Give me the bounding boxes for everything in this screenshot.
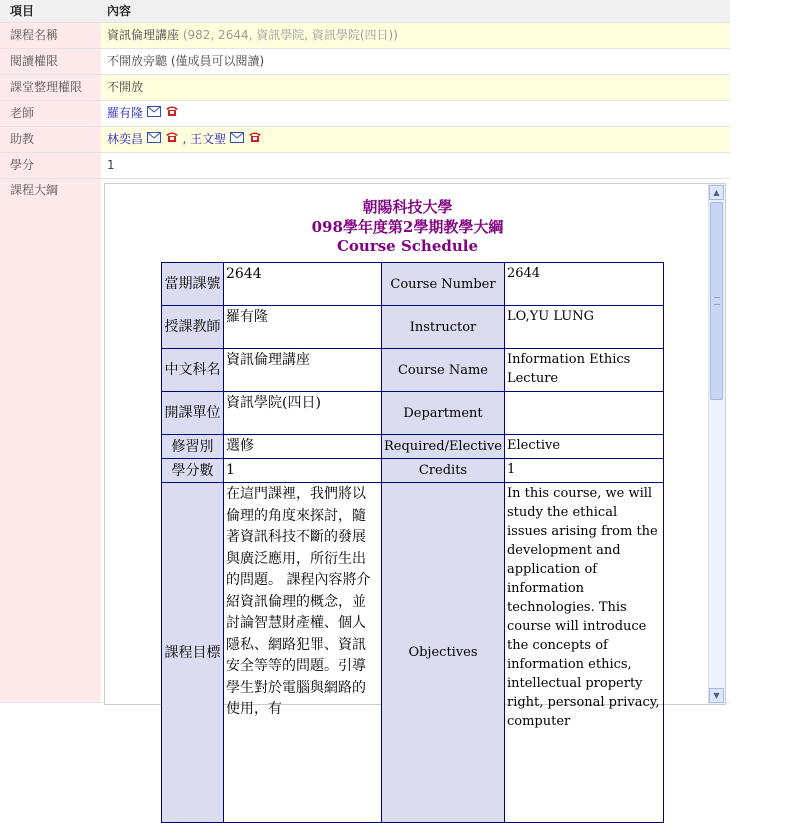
course-name-value: [101, 23, 730, 48]
grip-icon: [714, 297, 720, 305]
objectives-zh-label: 課程目標: [162, 483, 224, 823]
organize-permission-label: 課堂整理權限: [0, 75, 101, 100]
teacher-value: [101, 101, 730, 126]
scroll-thumb[interactable]: [710, 202, 723, 400]
dept-en-value: [504, 392, 663, 435]
mail-icon[interactable]: [147, 101, 161, 126]
course-name-label: 課程名稱: [0, 23, 101, 48]
school-title: 朝陽科技大學: [362, 198, 453, 216]
objectives-en-value: In this course, we will study the ethical issues arising from the development and application of information technologies. This course will introduce the concepts of information ethics, intellectual property right, personal privacy, computer: [504, 483, 663, 823]
dept-zh-label: 開課單位: [162, 392, 224, 435]
read-permission-label: 閱讀權限: [0, 49, 101, 74]
credits-table-value: 1: [224, 459, 382, 483]
credits-row: [0, 153, 730, 179]
course-title-zh-label: 中文科名: [162, 349, 224, 392]
teacher-link[interactable]: 羅有隆: [107, 106, 144, 120]
course-no-en-label: Course Number: [382, 263, 505, 306]
course-no-en-value: 2644: [504, 263, 663, 306]
syllabus-frame[interactable]: [104, 183, 726, 729]
mail-icon[interactable]: [230, 127, 244, 152]
objectives-value: 在這門課裡，我們將以倫理的角度來探討，隨著資訊科技不斷的發展與廣泛應用，所衍生出的問題。 課程內容將介紹資訊倫理的概念，並討論智慧財產權、個人隱私、網路犯罪、資訊安全等等的問題。引導學生對於電腦與網路的使用，有: [224, 483, 382, 823]
course-no-value: 2644: [224, 263, 382, 306]
course-title-en-value: Information Ethics Lecture: [504, 349, 663, 392]
course-schedule-table: [161, 262, 664, 823]
ta-value: [101, 127, 730, 152]
phone-icon[interactable]: [248, 127, 262, 152]
syllabus-label: 課程大綱: [0, 179, 101, 702]
info-table-header: [0, 0, 730, 23]
vertical-scrollbar[interactable]: [708, 184, 725, 704]
course-name-meta: (982, 2644, 資訊學院, 資訊學院(四日)): [182, 28, 398, 42]
credits-en-value: 1: [504, 459, 663, 483]
credits-zh-label: 學分數: [162, 459, 224, 483]
ta-separator: ,: [182, 132, 187, 146]
teacher-row: [0, 101, 730, 127]
table-row: [162, 263, 664, 306]
objectives-en-label: Objectives: [382, 483, 505, 823]
phone-icon[interactable]: [165, 101, 179, 126]
mail-icon[interactable]: [147, 127, 161, 152]
ta-row: [0, 127, 730, 153]
ta-link-2[interactable]: 王文聖: [190, 132, 227, 146]
schedule-subtitle: Course Schedule: [336, 237, 478, 255]
dept-en-label: Department: [382, 392, 505, 435]
scroll-down-arrow-icon[interactable]: ▼: [709, 688, 724, 703]
req-zh-label: 修習別: [162, 435, 224, 459]
table-row: [162, 483, 664, 823]
course-no-zh-label: 當期課號: [162, 263, 224, 306]
instructor-value: 羅有隆: [224, 306, 382, 349]
teacher-label: 老師: [0, 101, 101, 126]
ta-link-1[interactable]: 林奕昌: [107, 132, 144, 146]
header-content: 內容: [101, 0, 730, 22]
term-title: 098學年度第2學期教學大綱: [311, 218, 504, 236]
dept-value: 資訊學院(四日): [224, 392, 382, 435]
header-item: 項目: [0, 0, 101, 22]
req-en-label: Required/Elective: [382, 435, 505, 459]
table-row: [162, 306, 664, 349]
instructor-en-value: LO,YU LUNG: [504, 306, 663, 349]
table-row: [162, 392, 664, 435]
table-row: [162, 349, 664, 392]
credits-value: 1: [107, 158, 115, 172]
instructor-en-label: Instructor: [382, 306, 505, 349]
course-title-en-label: Course Name: [382, 349, 505, 392]
credits-en-label: Credits: [382, 459, 505, 483]
ta-label: 助教: [0, 127, 101, 152]
req-en-value: Elective: [504, 435, 663, 459]
table-row: [162, 459, 664, 483]
phone-icon[interactable]: [165, 127, 179, 152]
read-permission-value: 不開放旁聽 (僅成員可以閱讀): [107, 54, 265, 68]
syllabus-document: [105, 184, 710, 729]
scroll-up-arrow-icon[interactable]: ▲: [709, 185, 724, 200]
req-value: 選修: [224, 435, 382, 459]
credits-label: 學分: [0, 153, 101, 178]
instructor-zh-label: 授課教師: [162, 306, 224, 349]
read-permission-row: [0, 49, 730, 75]
table-row: [162, 435, 664, 459]
organize-permission-row: [0, 75, 730, 101]
organize-permission-value: 不開放: [101, 75, 730, 100]
course-name-row: [0, 23, 730, 49]
course-title-value: 資訊倫理講座: [224, 349, 382, 392]
course-name-text: 資訊倫理講座: [107, 28, 180, 42]
